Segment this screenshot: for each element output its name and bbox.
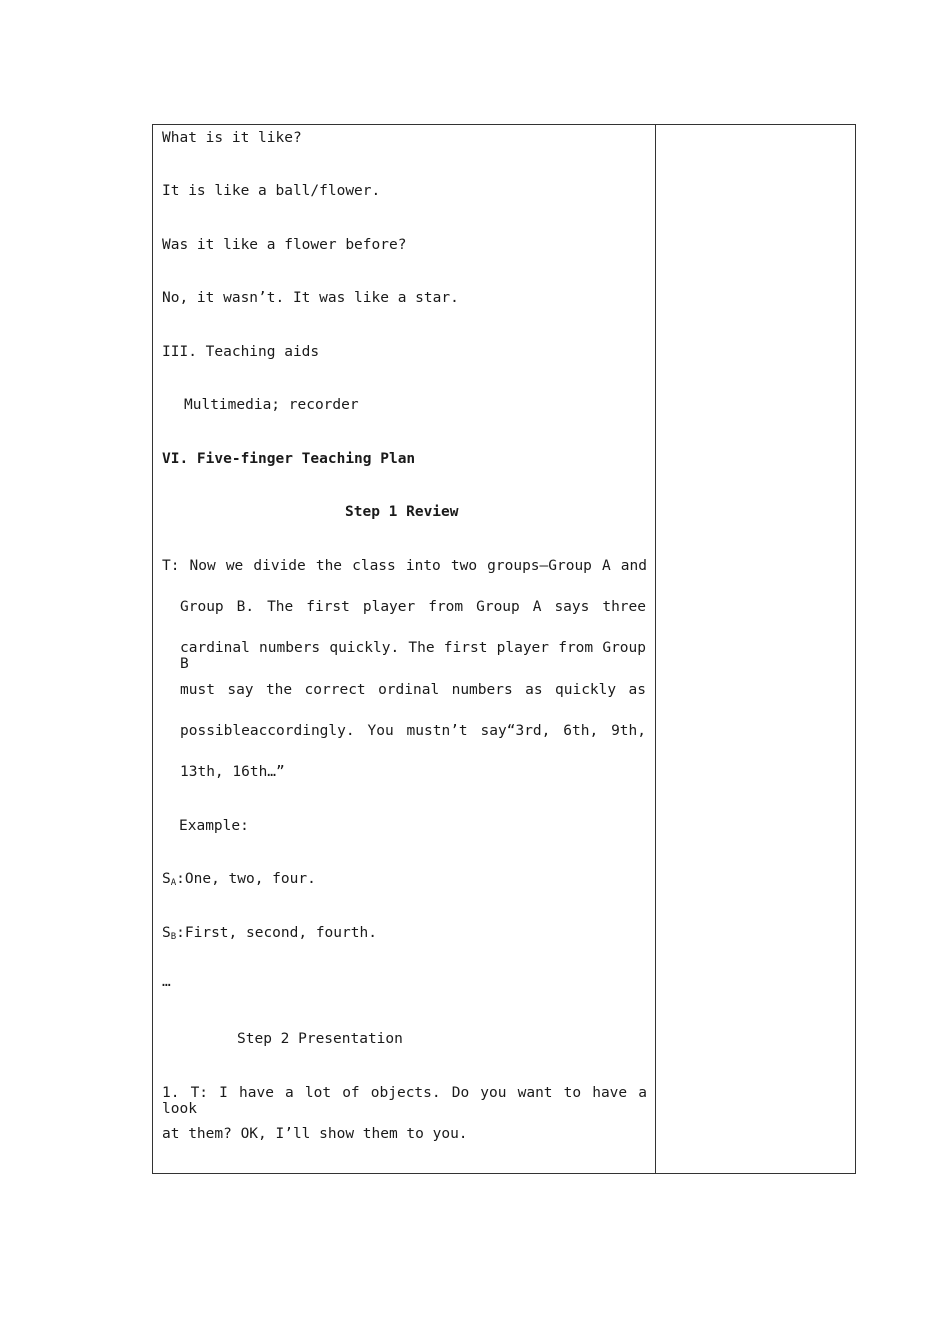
step1-paragraph-line-1: T: Now we divide the class into two groups—Group A and — [162, 558, 647, 574]
dialogue-question-2: Was it like a flower before? — [162, 237, 407, 253]
dialogue-answer-1: It is like a ball/flower. — [162, 183, 381, 199]
teaching-aids-heading: III. Teaching aids — [162, 344, 320, 360]
student-a-text: :One, two, four. — [176, 871, 316, 887]
step2-paragraph-line-1: 1. T: I have a lot of objects. Do you want to have a look — [162, 1085, 647, 1117]
example-label: Example: — [179, 818, 249, 834]
dialogue-answer-2: No, it wasn’t. It was like a star. — [162, 290, 459, 306]
student-a-letter: S — [162, 871, 171, 887]
student-a-line — [162, 871, 316, 888]
student-b-text: :First, second, fourth. — [176, 925, 377, 941]
step1-paragraph-line-3: cardinal numbers quickly. The first player from Group B — [180, 640, 646, 672]
step2-paragraph-line-2: at them? OK, I’ll show them to you. — [162, 1126, 468, 1142]
step1-paragraph-line-4: must say the correct ordinal numbers as quickly as — [180, 682, 646, 698]
teaching-aids-content: Multimedia; recorder — [184, 397, 359, 413]
step1-paragraph-line-5: possibleaccordingly. You mustn’t say“3rd, 6th, 9th, — [180, 723, 646, 739]
student-a-subscript: A — [170, 878, 177, 888]
dialogue-question-1: What is it like? — [162, 130, 302, 146]
ellipsis: … — [162, 974, 171, 990]
table-column-divider — [655, 124, 656, 1174]
student-b-letter: S — [162, 925, 171, 941]
student-b-line — [162, 925, 377, 942]
student-b-subscript: B — [170, 932, 177, 942]
teaching-plan-heading: VI. Five-finger Teaching Plan — [162, 451, 416, 467]
step1-title: Step 1 Review — [345, 504, 459, 520]
step1-paragraph-line-2: Group B. The first player from Group A says three — [180, 599, 646, 615]
step1-paragraph-line-6: 13th, 16th…” — [180, 764, 285, 780]
step2-title: Step 2 Presentation — [237, 1031, 403, 1047]
